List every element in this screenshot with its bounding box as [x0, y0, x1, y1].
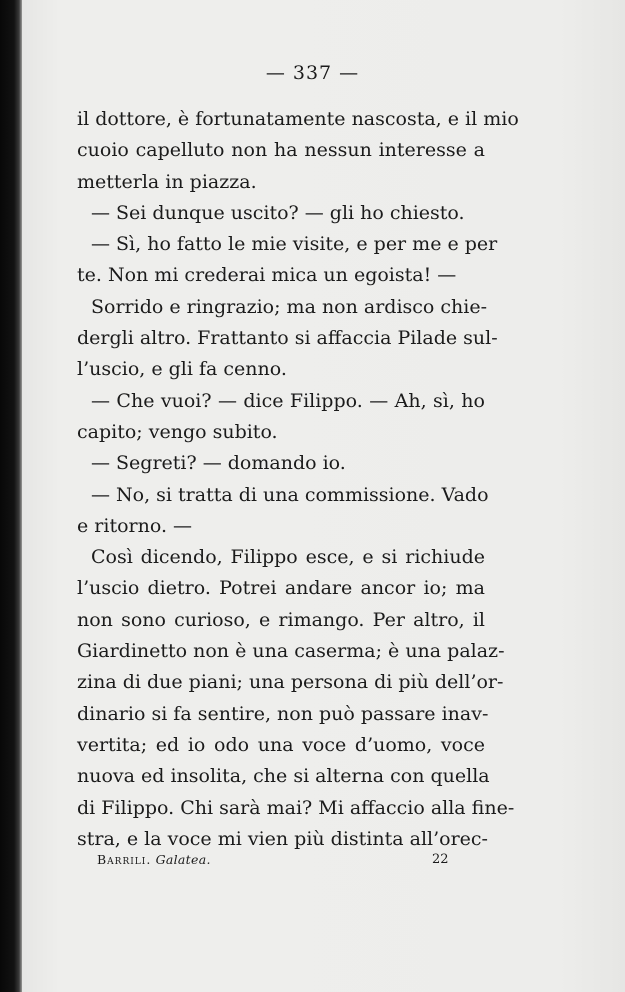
text-line: — Sì, ho fatto le mie visite, e per me e per: [91, 233, 498, 256]
text-line: l’uscio dietro. Potrei andare ancor io; ma: [77, 577, 485, 600]
page-number: — 337 —: [265, 62, 360, 84]
text-line: dergli altro. Frattanto si affaccia Pilade sul-: [77, 327, 498, 350]
text-line: l’uscio, e gli fa cenno.: [77, 358, 287, 381]
footer-author: Barrili.: [97, 852, 152, 867]
text-line: zina di due piani; una persona di più dell’or-: [77, 671, 504, 694]
text-line: — Che vuoi? — dice Filippo. — Ah, sì, ho: [91, 389, 485, 412]
text-line: — No, si tratta di una commissione. Vado: [91, 483, 489, 506]
text-line: Giardinetto non è una caserma; è una palaz-: [77, 640, 505, 663]
text-line: cuoio capelluto non ha nessun interesse a: [77, 139, 485, 162]
text-line: di Filippo. Chi sarà mai? Mi affaccio alla fine-: [77, 796, 515, 819]
text-line: Sorrido e ringrazio; ma non ardisco chie-: [91, 295, 488, 318]
text-line: e ritorno. —: [77, 514, 193, 537]
text-line: — Sei dunque uscito? — gli ho chiesto.: [91, 201, 465, 224]
text-line: nuova ed insolita, che si alterna con quella: [77, 765, 490, 788]
footer-signature: [97, 852, 211, 867]
text-line: non sono curioso, e rimango. Per altro, il: [77, 608, 485, 631]
text-line: — Segreti? — domando io.: [91, 452, 346, 475]
text-line: vertita; ed io odo una voce d’uomo, voce: [77, 733, 485, 756]
text-line: il dottore, è fortunatamente nascosta, e il mio: [77, 108, 519, 130]
text-line: dinario si fa sentire, non può passare inav-: [77, 702, 489, 725]
signature-number: 22: [432, 852, 449, 867]
body-text: [77, 104, 519, 855]
text-line: metterla in piazza.: [77, 170, 257, 193]
text-line: stra, e la voce mi vien più distinta all’orec-: [77, 827, 488, 850]
footer-book-title: Galatea.: [155, 852, 211, 867]
binding-edge: [0, 0, 22, 992]
text-line: capito; vengo subito.: [77, 420, 278, 443]
text-line: Così dicendo, Filippo esce, e si richiude: [91, 546, 485, 569]
text-line: te. Non mi crederai mica un egoista! —: [77, 264, 457, 287]
